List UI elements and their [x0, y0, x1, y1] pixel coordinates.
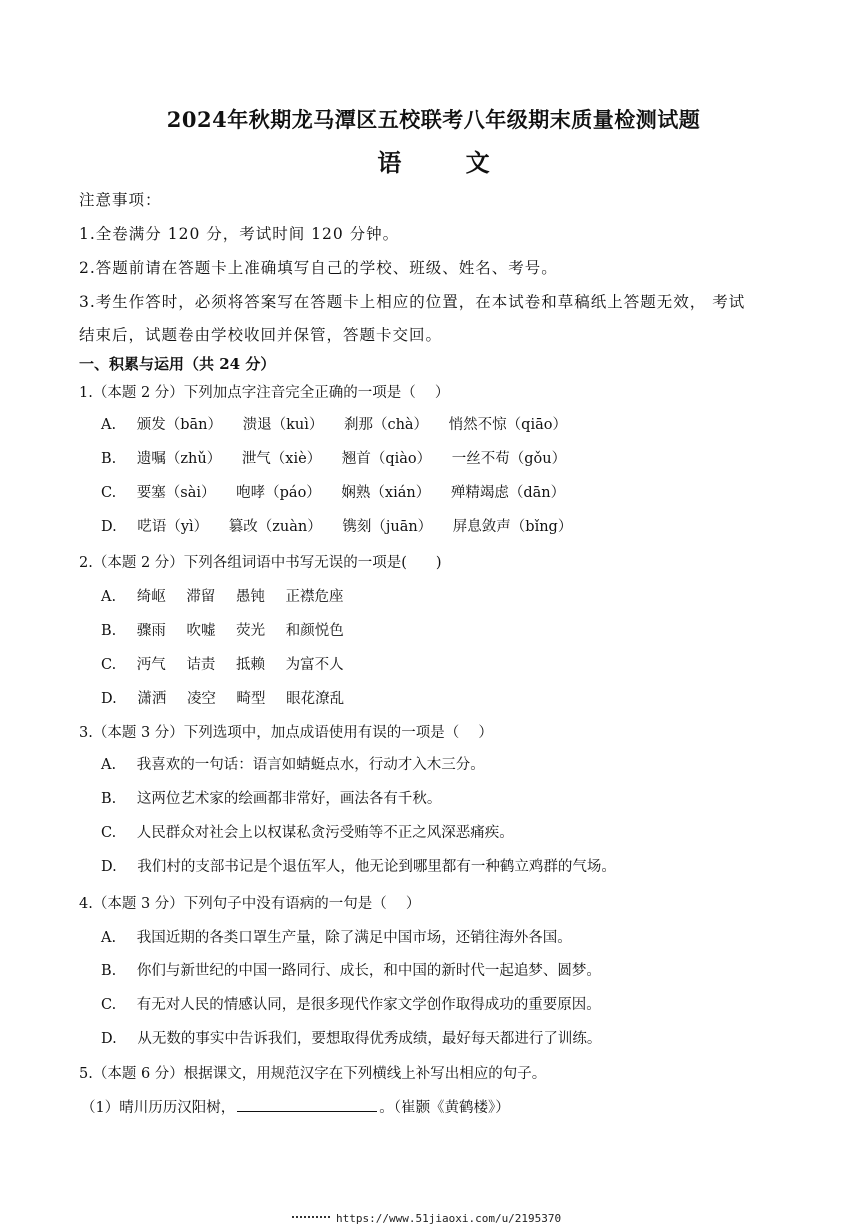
question-4-option-b: [101, 959, 601, 980]
option-sentence: 你们与新世纪的中国一路同行、成长，和中国的新时代一起追梦、圆梦。: [136, 963, 601, 979]
option-term: 沔气: [136, 657, 166, 673]
option-term: 屏息敛声（bǐng）: [452, 519, 573, 535]
option-term: 溃退（kuì）: [242, 417, 324, 433]
exam-title: 2024年秋期龙马潭区五校联考八年级期末质量检测试题: [166, 107, 701, 132]
question-3-option-c: [101, 821, 514, 842]
option-sentence: 从无数的事实中告诉我们，要想取得优秀成绩，最好每天都进行了训练。: [137, 1031, 602, 1047]
question-5-stem: 5.（本题 6 分）根据课文，用规范汉字在下列横线上补写出相应的句子。: [79, 1066, 547, 1082]
option-sentence: 这两位艺术家的绘画都非常好，画法各有千秋。: [136, 791, 442, 807]
option-term: 翘首（qiào）: [341, 451, 432, 467]
notice-item-2: 2.答题前请在答题卡上准确填写自己的学校、班级、姓名、考号。: [79, 259, 558, 277]
option-letter: D.: [101, 1031, 117, 1047]
option-term: 颁发（bān）: [136, 417, 222, 433]
option-letter: B.: [101, 451, 117, 467]
option-letter: D.: [101, 691, 117, 707]
option-term: 绮岖: [136, 589, 166, 605]
option-term: 要塞（sài）: [136, 485, 216, 501]
question-1-option-b: [101, 447, 582, 468]
option-letter: C.: [101, 825, 117, 841]
question-4-option-d: [101, 1027, 601, 1048]
option-letter: D.: [101, 859, 117, 875]
question-5-sub-1: [81, 1096, 510, 1117]
option-term: 遗嘱（zhǔ）: [136, 451, 222, 467]
option-term: 刹那（chà）: [343, 417, 429, 433]
option-letter: C.: [101, 997, 117, 1013]
option-letter: C.: [101, 485, 117, 501]
option-term: 和颜悦色: [285, 623, 344, 639]
option-term: 呓语（yì）: [137, 519, 209, 535]
page-footer: [292, 1212, 561, 1225]
option-term: 殚精竭虑（dān）: [450, 485, 566, 501]
option-letter: A.: [101, 930, 117, 946]
option-term: 滞留: [186, 589, 216, 605]
question-2-stem: 2.（本题 2 分）下列各组词语中书写无误的一项是( ): [79, 555, 442, 571]
option-term: 畸型: [236, 691, 266, 707]
question-3-option-a: [101, 753, 485, 774]
option-term: 荧光: [236, 623, 266, 639]
option-term: 抵赖: [236, 657, 266, 673]
question-1-option-a: [101, 413, 583, 434]
question-4-option-c: [101, 993, 601, 1014]
notice-heading: 注意事项：: [79, 191, 162, 209]
question-1-option-c: [101, 481, 581, 502]
option-term: 篡改（zuàn）: [228, 519, 322, 535]
question-3-option-b: [101, 787, 441, 808]
option-term: 愚钝: [235, 589, 265, 605]
option-term: 眼花潦乱: [286, 691, 345, 707]
option-sentence: 人民群众对社会上以权谋私贪污受贿等不正之风深恶痛疾。: [136, 825, 514, 841]
site-logo-icon: [292, 1216, 330, 1223]
option-term: 悄然不惊（qiāo）: [448, 417, 567, 433]
option-sentence: 我们村的支部书记是个退伍军人，他无论到哪里都有一种鹤立鸡群的气场。: [137, 859, 616, 875]
option-term: 镌刻（juān）: [342, 519, 433, 535]
question-4-stem: 4.（本题 3 分）下列句子中没有语病的一句是（ ）: [79, 896, 421, 912]
option-term: 正襟危座: [285, 589, 344, 605]
option-term: 吹嘘: [186, 623, 216, 639]
option-letter: B.: [101, 963, 117, 979]
question-2-option-b: [101, 619, 360, 640]
option-term: 潇洒: [137, 691, 167, 707]
option-letter: A.: [101, 757, 117, 773]
question-1-stem: 1.（本题 2 分）下列加点字注音完全正确的一项是（ ）: [79, 385, 450, 401]
question-1-option-d: [101, 515, 588, 536]
notice-item-3: 3.考生作答时，必须将答案写在答题卡上相应的位置，在本试卷和草稿纸上答题无效， 考试: [79, 293, 746, 311]
option-term: 为富不人: [285, 657, 344, 673]
question-2-option-a: [101, 585, 360, 606]
notice-item-1: 1.全卷满分 120 分，考试时间 120 分钟。: [79, 225, 400, 243]
option-letter: B.: [101, 791, 117, 807]
option-term: 诘责: [186, 657, 216, 673]
exam-subject: 语 文: [377, 148, 518, 177]
fill-suffix: 。（崔颢《黄鹤楼》）: [379, 1100, 510, 1116]
question-4-option-a: [101, 926, 572, 947]
option-term: 一丝不苟（gǒu）: [451, 451, 567, 467]
fill-prefix: （1）晴川历历汉阳树，: [81, 1100, 236, 1116]
option-sentence: 我国近期的各类口罩生产量，除了满足中国市场，还销往海外各国。: [136, 930, 572, 946]
answer-blank[interactable]: [237, 1097, 377, 1112]
question-2-option-c: [101, 653, 360, 674]
option-letter: A.: [101, 417, 117, 433]
question-3-stem: 3.（本题 3 分）下列选项中，加点成语使用有误的一项是（ ）: [79, 725, 493, 741]
option-letter: D.: [101, 519, 117, 535]
option-sentence: 我喜欢的一句话：语言如蜻蜓点水，行动才入木三分。: [136, 757, 485, 773]
section-heading: 一、积累与运用（共 24 分）: [79, 355, 276, 373]
option-sentence: 有无对人民的情感认同，是很多现代作家文学创作取得成功的重要原因。: [136, 997, 601, 1013]
footer-url[interactable]: https://www.51jiaoxi.com/u/2195370: [336, 1212, 562, 1225]
option-term: 泄气（xiè）: [241, 451, 322, 467]
option-term: 娴熟（xián）: [341, 485, 431, 501]
question-2-option-d: [101, 687, 360, 708]
option-letter: B.: [101, 623, 117, 639]
question-3-option-d: [101, 855, 616, 876]
option-term: 骤雨: [136, 623, 166, 639]
notice-item-3-cont: 结束后，试题卷由学校收回并保管，答题卡交回。: [79, 326, 443, 344]
option-letter: C.: [101, 657, 117, 673]
option-term: 凌空: [186, 691, 216, 707]
option-term: 咆哮（páo）: [236, 485, 321, 501]
option-letter: A.: [101, 589, 117, 605]
